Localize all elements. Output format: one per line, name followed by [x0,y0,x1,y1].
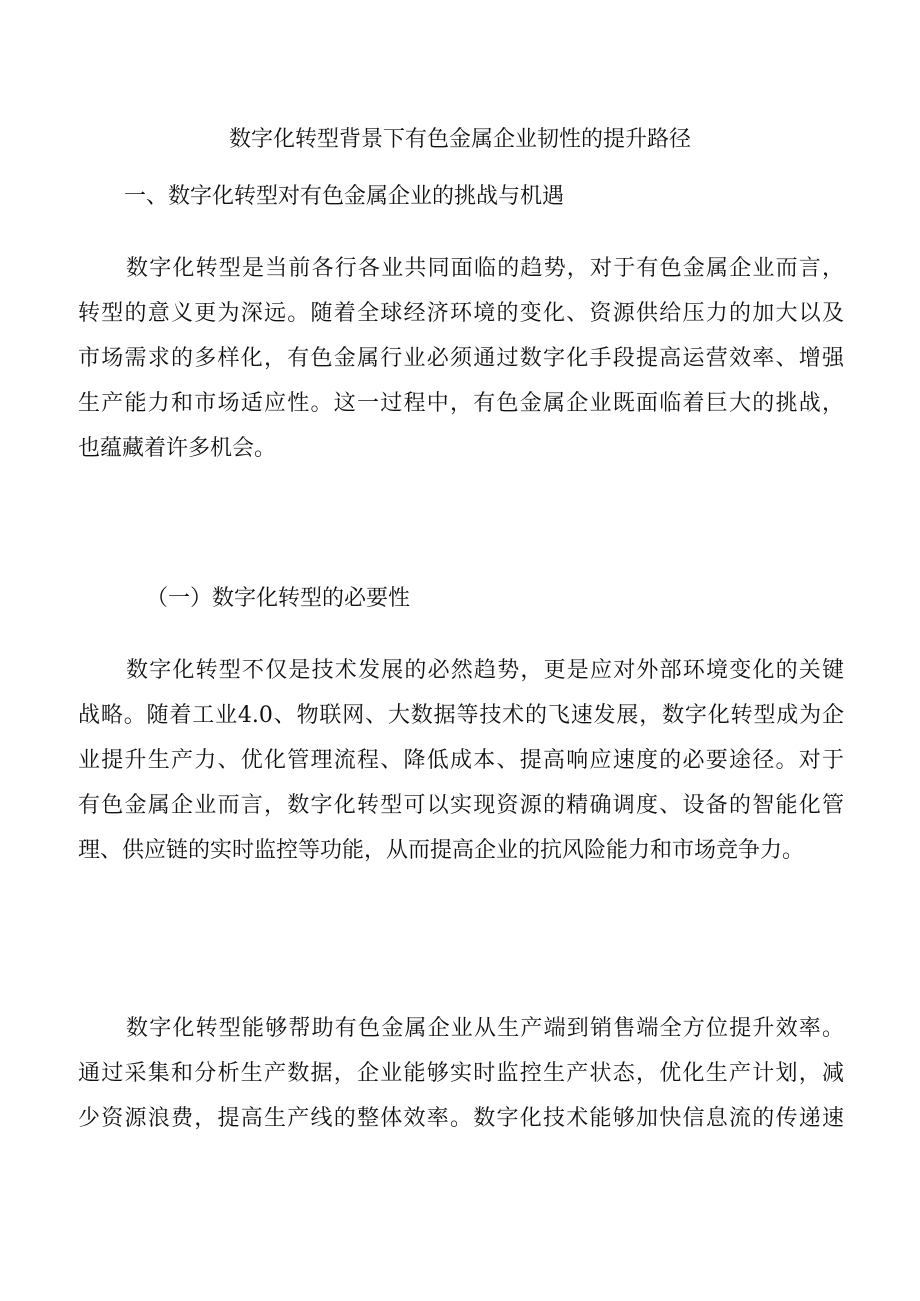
subsection-heading: （一）数字化转型的必要性 [146,586,411,611]
section-heading: 一、数字化转型对有色金属企业的挑战与机遇 [124,184,565,209]
paragraph [78,1006,844,1141]
paragraph-line: 业提升生产力、优化管理流程、降低成本、提高响应速度的必要途径。对于 [78,748,844,773]
paragraph-line: 生产能力和市场适应性。这一过程中，有色金属企业既面临着巨大的挑战， [78,391,844,416]
paragraph-line: 有色金属企业而言，数字化转型可以实现资源的精确调度、设备的智能化管 [78,793,844,818]
paragraph-line: 通过采集和分析生产数据，企业能够实时监控生产状态，优化生产计划，减 [78,1061,844,1086]
paragraph-line: 数字化转型不仅是技术发展的必然趋势，更是应对外部环境变化的关键 [126,658,844,683]
document-title: 数字化转型背景下有色金属企业韧性的提升路径 [228,127,691,152]
paragraph-line: 市场需求的多样化，有色金属行业必须通过数字化手段提高运营效率、增强 [78,346,844,371]
paragraph-line: 也蕴藏着许多机会。 [78,436,277,461]
paragraph-line: 战略。随着工业4.0、物联网、大数据等技术的飞速发展，数字化转型成为企 [78,703,844,728]
paragraph-line: 数字化转型能够帮助有色金属企业从生产端到销售端全方位提升效率。 [126,1016,844,1041]
paragraph [78,246,844,471]
paragraph-line: 理、供应链的实时监控等功能，从而提高企业的抗风险能力和市场竞争力。 [78,838,805,863]
paragraph-line: 少资源浪费，提高生产线的整体效率。数字化技术能够加快信息流的传递速 [78,1106,844,1131]
paragraph [78,648,844,873]
paragraph-line: 数字化转型是当前各行各业共同面临的趋势，对于有色金属企业而言， [126,256,844,281]
paragraph-line: 转型的意义更为深远。随着全球经济环境的变化、资源供给压力的加大以及 [78,301,844,326]
